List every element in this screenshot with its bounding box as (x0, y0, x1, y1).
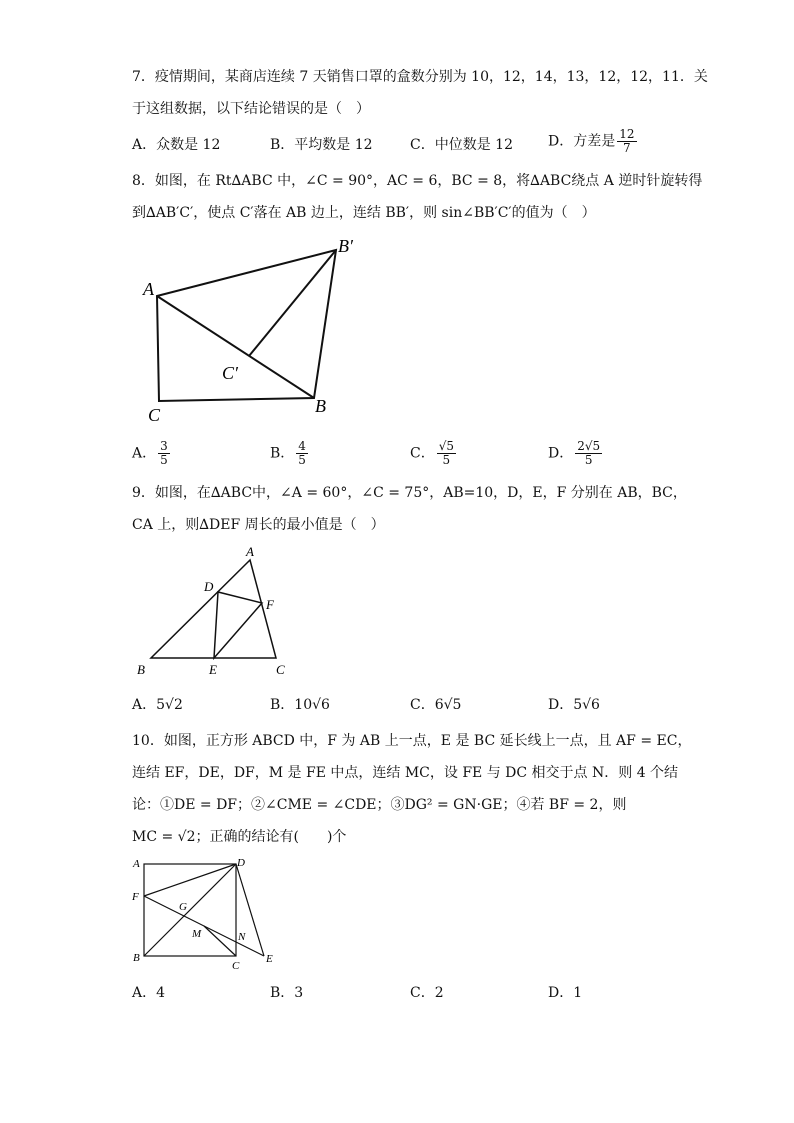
q9-stem-line1: 9．如图，在∆ABC中，∠A = 60°，∠C = 75°，AB=10，D，E，F 分别在 AB，BC， (132, 485, 687, 501)
q10-label-d: D (237, 857, 245, 869)
q8-stem-line2: 到∆AB′C′，使点 C′落在 AB 边上，连结 BB′，则 sin∠BB′C′的值为（ ） (132, 205, 596, 221)
q8-label-a: A (143, 279, 154, 299)
q9-label-c: C (276, 662, 285, 677)
q9-label-d: D (204, 579, 214, 594)
q10-option-a: A．4 (132, 985, 166, 1001)
q8-option-c: C． $\frac{√5}{5}$ (410, 439, 454, 467)
q10-segment-mc (204, 926, 236, 956)
q10-segment-df (144, 864, 236, 896)
q8-label-b-prime: B′ (338, 236, 353, 256)
q10-stem-line1: 10．如图，正方形 ABCD 中，F 为 AB 上一点，E 是 BC 延长线上一点，且 AF = EC， (132, 733, 692, 749)
q7-option-a: A．众数是 12 (132, 137, 221, 153)
q10-label-b: B (133, 952, 140, 964)
q8-stem-line1: 8．如图，在 Rt∆ABC 中，∠C = 90°，AC = 6，BC = 8，将∆ABC绕点 A 逆时针旋转得 (132, 173, 703, 189)
q8-option-a: A． $\frac{3}{5}$ (132, 439, 168, 467)
q7-option-d-label: D．方差是 (548, 133, 616, 150)
q8-option-d: D． $\frac{2√5}{5}$ (548, 439, 601, 467)
q8-label-c-prime: C′ (222, 363, 238, 383)
q10-option-c: C．2 (410, 985, 444, 1001)
q10-label-m: M (192, 928, 202, 940)
q7-option-c: C．中位数是 12 (410, 137, 513, 153)
q9-option-b: B．10√6 (270, 697, 330, 713)
q8-label-c: C (148, 405, 161, 425)
q9-label-e: E (209, 662, 217, 677)
q10-label-e: E (266, 953, 273, 965)
q10-label-c: C (232, 960, 240, 972)
q10-label-f: F (132, 891, 139, 903)
q9-stem-line2: CA 上，则∆DEF 周长的最小值是（ ） (132, 517, 385, 533)
q9-option-d: D．5√6 (548, 697, 600, 713)
q8-label-b: B (315, 396, 326, 416)
q8-option-b: B． $\frac{4}{5}$ (270, 439, 306, 467)
q10-segment-bd (144, 864, 236, 956)
q10-label-n: N (238, 931, 246, 943)
q7-option-b: B．平均数是 12 (270, 137, 373, 153)
q9-label-b: B (137, 662, 145, 677)
q10-option-d: D．1 (548, 985, 583, 1001)
q10-option-b: B．3 (270, 985, 304, 1001)
q10-stem-line2: 连结 EF，DE，DF，M 是 FE 中点，连结 MC，设 FE 与 DC 相交于点 N．则 4 个结 (132, 765, 679, 781)
q10-stem-line4: MC = √2；正确的结论有( )个 (132, 829, 347, 845)
q9-label-f: F (266, 597, 274, 612)
q7-stem-line2: 于这组数据，以下结论错误的是（ ） (132, 101, 370, 117)
q9-option-a: A．5√2 (132, 697, 183, 713)
q10-label-a: A (133, 858, 140, 870)
q9-option-c: C．6√5 (410, 697, 462, 713)
q10-label-g: G (179, 901, 187, 913)
q9-label-a: A (246, 544, 254, 559)
q10-stem-line3: 论：①DE = DF；②∠CME = ∠CDE；③DG² = GN·GE；④若 BF = 2，则 (132, 797, 627, 813)
q7-option-d-fraction: $\frac{12}{7}$ (619, 127, 635, 155)
q7-stem-line1: 7．疫情期间，某商店连续 7 天销售口罩的盒数分别为 10，12，14，13，12，12，11．关 (132, 69, 708, 85)
